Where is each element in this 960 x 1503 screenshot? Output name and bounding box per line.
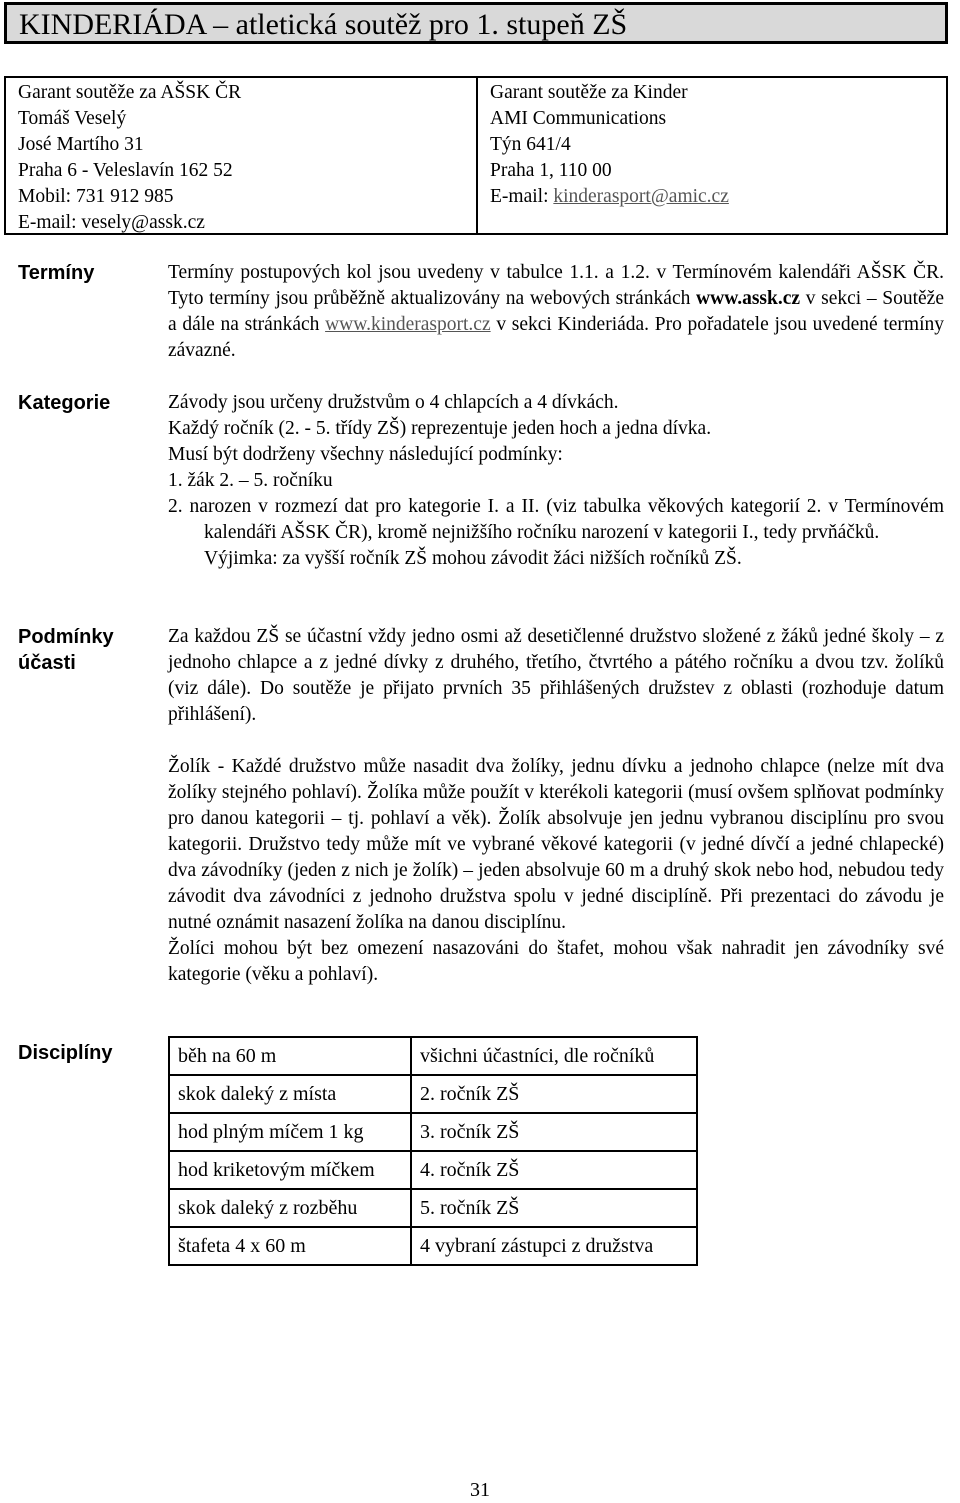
kinder-link[interactable]: www.kinderasport.cz xyxy=(325,314,491,335)
document-title: KINDERIÁDA – atletická soutěž pro 1. stupeň ZŠ xyxy=(19,8,628,41)
discipline-cell: štafeta 4 x 60 m xyxy=(169,1227,411,1265)
garant-box xyxy=(4,76,948,235)
disciplines-table xyxy=(168,1036,698,1266)
garant-assk xyxy=(18,80,241,236)
participant-cell: 4. ročník ZŠ xyxy=(411,1151,697,1189)
section-label-kategorie: Kategorie xyxy=(18,392,111,414)
assk-link-text[interactable]: www.assk.cz xyxy=(696,288,801,309)
participant-cell: všichni účastníci, dle ročníků xyxy=(411,1037,697,1075)
garant-kinder-email xyxy=(490,184,729,210)
podminky-para-2: Žolík - Každé družstvo může nasadit dva žolíky, jednu dívku a jednoho chlapce (nelze mít dva žolíky stejného pohlaví). Žolíka může použít v kterékoli kategorii (musí ovšem splňovat podmínky pro danou kategorii – tj. pohlaví a věk). Žolík absolvuje jen jednu vybranou disciplínu pro svou kategorii. Družstvo tedy může mít ve vybrané věkové kategorii (v jedné dívčí a jedné chlapecké) dva závodníky (jeden z nich je žolík) – jeden absolvuje 60 m a druhý skok nebo hod, nebudou tedy závodit dva závodníci z jednoho družstva spolu v jedné disciplíně. Při prezentaci do závodu je nutné oznámit nasazení žolíka na danou disciplínu. xyxy=(168,756,944,933)
discipline-cell: hod kriketovým míčkem xyxy=(169,1151,411,1189)
participant-cell: 5. ročník ZŠ xyxy=(411,1189,697,1227)
discipline-cell: skok daleký z rozběhu xyxy=(169,1189,411,1227)
terminy-text-3: v sekci Kinderiáda. Pro pořadatele jsou uvedené termíny závazné. xyxy=(168,314,944,361)
kategorie-item-2: 2. narozen v rozmezí dat pro kategorie I. a II. (viz tabulka věkových kategorií 2. v Termínovém kalendáři AŠSK ČR), kromě nejnižšího ročníku narození v kategorii I., tedy prvňáčků. xyxy=(168,496,944,543)
garant-kinder-email-link[interactable]: kinderasport@amic.cz xyxy=(553,186,729,207)
kategorie-line-2: Každý ročník (2. - 5. třídy ZŠ) reprezentuje jeden hoch a jedna dívka. xyxy=(168,418,712,439)
terminy-text-2: v sekci – Soutěže a dále na stránkách xyxy=(168,288,944,335)
kategorie-item-1: 1. žák 2. – 5. ročníku xyxy=(168,470,333,491)
garant-assk-heading: Garant soutěže za AŠSK ČR xyxy=(18,82,242,103)
section-label-terminy: Termíny xyxy=(18,262,95,284)
discipline-cell: skok daleký z místa xyxy=(169,1075,411,1113)
kategorie-line-1: Závody jsou určeny družstvům o 4 chlapcích a 4 dívkách. xyxy=(168,392,619,413)
garant-divider xyxy=(476,78,478,233)
section-kategorie xyxy=(168,390,944,572)
garant-kinder-name: AMI Communications xyxy=(490,108,667,129)
section-podminky xyxy=(168,624,944,988)
garant-assk-email: E-mail: vesely@assk.cz xyxy=(18,212,205,233)
podminky-label-2: účasti xyxy=(18,652,76,674)
garant-kinder-city: Praha 1, 110 00 xyxy=(490,160,612,181)
participant-cell: 4 vybraní zástupci z družstva xyxy=(411,1227,697,1265)
garant-kinder-email-label: E-mail: xyxy=(490,186,554,207)
table-row xyxy=(169,1113,697,1151)
garant-assk-phone: Mobil: 731 912 985 xyxy=(18,186,174,207)
table-row xyxy=(169,1037,697,1075)
garant-assk-city: Praha 6 - Veleslavín 162 52 xyxy=(18,160,233,181)
page-number: 31 xyxy=(470,1479,490,1501)
document-title-box xyxy=(4,2,948,44)
participant-cell: 2. ročník ZŠ xyxy=(411,1075,697,1113)
terminy-text-1: Termíny postupových kol jsou uvedeny v tabulce 1.1. a 1.2. v Termínovém kalendáři AŠSK ČR. Tyto termíny jsou průběžně aktualizovány na webových stránkách xyxy=(168,262,944,309)
terminy-text xyxy=(168,260,944,364)
discipline-cell: běh na 60 m xyxy=(169,1037,411,1075)
participant-cell: 3. ročník ZŠ xyxy=(411,1113,697,1151)
table-row xyxy=(169,1075,697,1113)
discipline-cell: hod plným míčem 1 kg xyxy=(169,1113,411,1151)
table-row xyxy=(169,1189,697,1227)
podminky-para-3: Žolíci mohou být bez omezení nasazováni do štafet, mohou však nahradit jen závodníky své kategorie (věku a pohlaví). xyxy=(168,938,944,985)
section-label-discipliny: Disciplíny xyxy=(18,1042,113,1064)
table-row xyxy=(169,1227,697,1265)
garant-assk-street: José Martího 31 xyxy=(18,134,144,155)
table-row xyxy=(169,1151,697,1189)
kategorie-line-4: Výjimka: za vyšší ročník ZŠ mohou závodit žáci nižších ročníků ZŠ. xyxy=(204,548,742,569)
kategorie-line-3: Musí být dodrženy všechny následující podmínky: xyxy=(168,444,563,465)
garant-kinder-street: Týn 641/4 xyxy=(490,134,571,155)
garant-assk-name: Tomáš Veselý xyxy=(18,108,127,129)
podminky-para-1: Za každou ZŠ se účastní vždy jedno osmi až desetičlenné družstvo složené z žáků jedné školy – z jednoho chlapce a z jedné dívky z druhého, třetího, čtvrtého a pátého ročníku a dvou tzv. žolíků (viz dále). Do soutěže je přijato prvních 35 přihlášených družstev z oblasti (rozhoduje datum přihlášení). xyxy=(168,626,944,725)
podminky-label-1: Podmínky xyxy=(18,626,114,648)
garant-kinder-heading: Garant soutěže za Kinder xyxy=(490,82,688,103)
section-terminy xyxy=(168,260,944,364)
section-label-podminky xyxy=(18,624,114,676)
garant-kinder xyxy=(490,80,729,210)
